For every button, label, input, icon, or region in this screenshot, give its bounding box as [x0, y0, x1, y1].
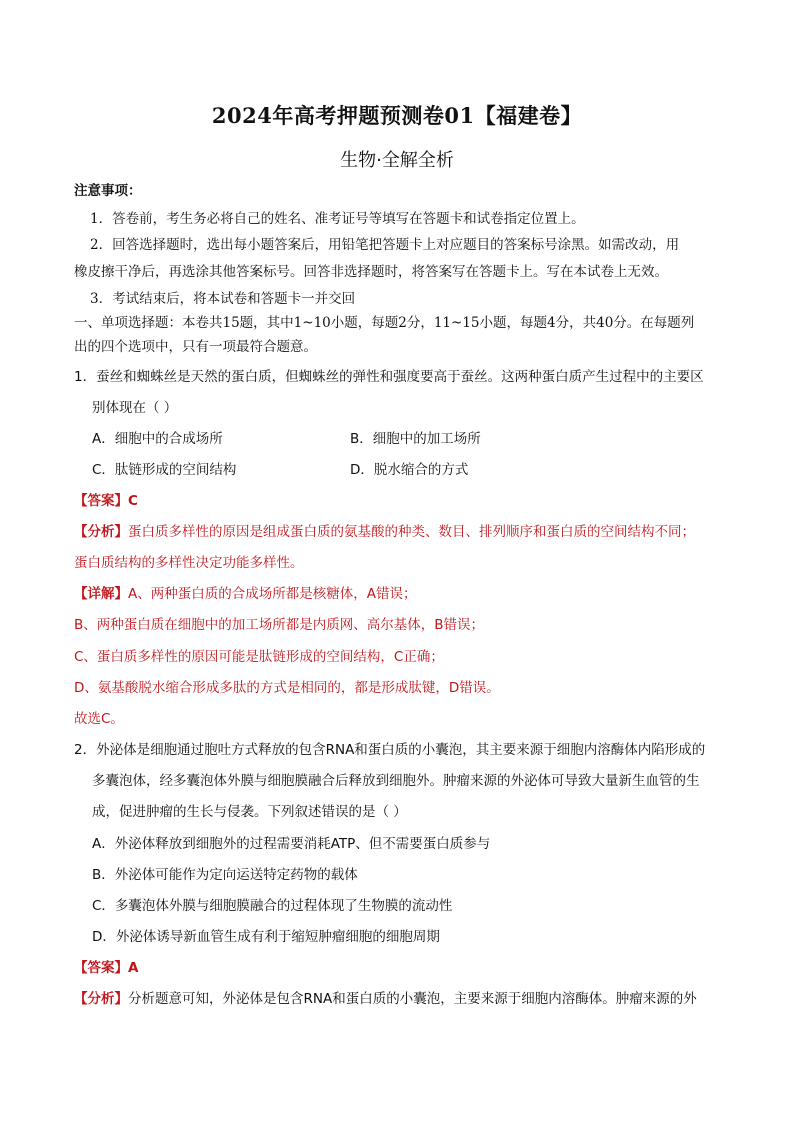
section-heading-line2: 出的四个选项中，只有一项最符合题意。	[74, 339, 317, 355]
q1-option-a: A．细胞中的合成场所	[92, 431, 223, 447]
notice-heading: 注意事项：	[74, 183, 142, 199]
q2-option-d: D．外泌体诱导新血管生成有利于缩短肿瘤细胞的细胞周期	[92, 929, 440, 945]
q1-detail-line4: D、氨基酸脱水缩合形成多肽的方式是相同的，都是形成肽键，D错误。	[74, 680, 500, 696]
notice-item-2-cont: 橡皮擦干净后，再选涂其他答案标号。回答非选择题时，将答案写在答题卡上。写在本试卷上无效。	[74, 264, 668, 280]
q2-analysis-text: 分析题意可知，外泌体是包含RNA和蛋白质的小囊泡，主要来源于细胞内溶酶体。肿瘤来源的外	[128, 991, 697, 1007]
q1-detail-line1	[74, 584, 724, 604]
section-heading-line1: 一、单项选择题：本卷共15题，其中1~10小题，每题2分，11~15小题，每题4分，共40分。在每题列	[74, 315, 695, 331]
notice-item-2: 2．回答选择题时，选出每小题答案后，用铅笔把答题卡上对应题目的答案标号涂黑。如需改动，用	[90, 237, 680, 253]
q1-option-c: C．肽链形成的空间结构	[92, 462, 237, 478]
q1-stem-line1: 1．蚕丝和蜘蛛丝是天然的蛋白质，但蜘蛛丝的弹性和强度要高于蚕丝。这两种蛋白质产生过程中的主要区	[74, 369, 704, 385]
q1-analysis-line2: 蛋白质结构的多样性决定功能多样性。	[74, 555, 304, 571]
q1-detail-line2: B、两种蛋白质在细胞中的加工场所都是内质网、高尔基体，B错误；	[74, 617, 485, 633]
q1-conclusion: 故选C。	[74, 711, 124, 727]
q2-option-c: C．多囊泡体外膜与细胞膜融合的过程体现了生物膜的流动性	[92, 898, 453, 914]
q2-stem-line3: 成，促进肿瘤的生长与侵袭。下列叙述错误的是（ ）	[92, 804, 407, 820]
q1-analysis-text: 蛋白质多样性的原因是组成蛋白质的氨基酸的种类、数目、排列顺序和蛋白质的空间结构不同；	[128, 524, 695, 540]
q2-stem-line2: 多囊泡体，经多囊泡体外膜与细胞膜融合后释放到细胞外。肿瘤来源的外泌体可导致大量新生血管的生	[92, 773, 700, 789]
q2-option-b: B．外泌体可能作为定向运送特定药物的载体	[92, 867, 358, 883]
q1-option-d: D．脱水缩合的方式	[350, 462, 469, 478]
q2-answer: 【答案】A	[74, 960, 139, 976]
q1-detail-tag: 【详解】	[74, 586, 128, 602]
q1-option-b: B．细胞中的加工场所	[350, 431, 481, 447]
q2-analysis-line1	[74, 989, 724, 1009]
q1-answer: 【答案】C	[74, 493, 138, 509]
q2-analysis-tag: 【分析】	[74, 991, 128, 1007]
q1-detail-text: A、两种蛋白质的合成场所都是核糖体，A错误；	[128, 586, 417, 602]
q1-detail-line3: C、蛋白质多样性的原因可能是肽链形成的空间结构，C正确；	[74, 649, 444, 665]
notice-item-1: 1．答卷前，考生务必将自己的姓名、准考证号等填写在答题卡和试卷指定位置上。	[90, 211, 585, 227]
page-subtitle: 生物·全解全析	[340, 150, 454, 171]
page-title: 2024年高考押题预测卷01【福建卷】	[211, 103, 583, 128]
q2-stem-line1: 2．外泌体是细胞通过胞吐方式释放的包含RNA和蛋白质的小囊泡，其主要来源于细胞内溶酶体内陷形成的	[74, 742, 706, 758]
q1-analysis-tag: 【分析】	[74, 524, 128, 540]
q1-analysis-line1	[74, 522, 724, 542]
q2-option-a: A．外泌体释放到细胞外的过程需要消耗ATP、但不需要蛋白质参与	[92, 836, 491, 852]
notice-item-3: 3．考试结束后，将本试卷和答题卡一并交回	[90, 291, 356, 307]
q1-stem-line2: 别体现在（ ）	[92, 400, 178, 416]
